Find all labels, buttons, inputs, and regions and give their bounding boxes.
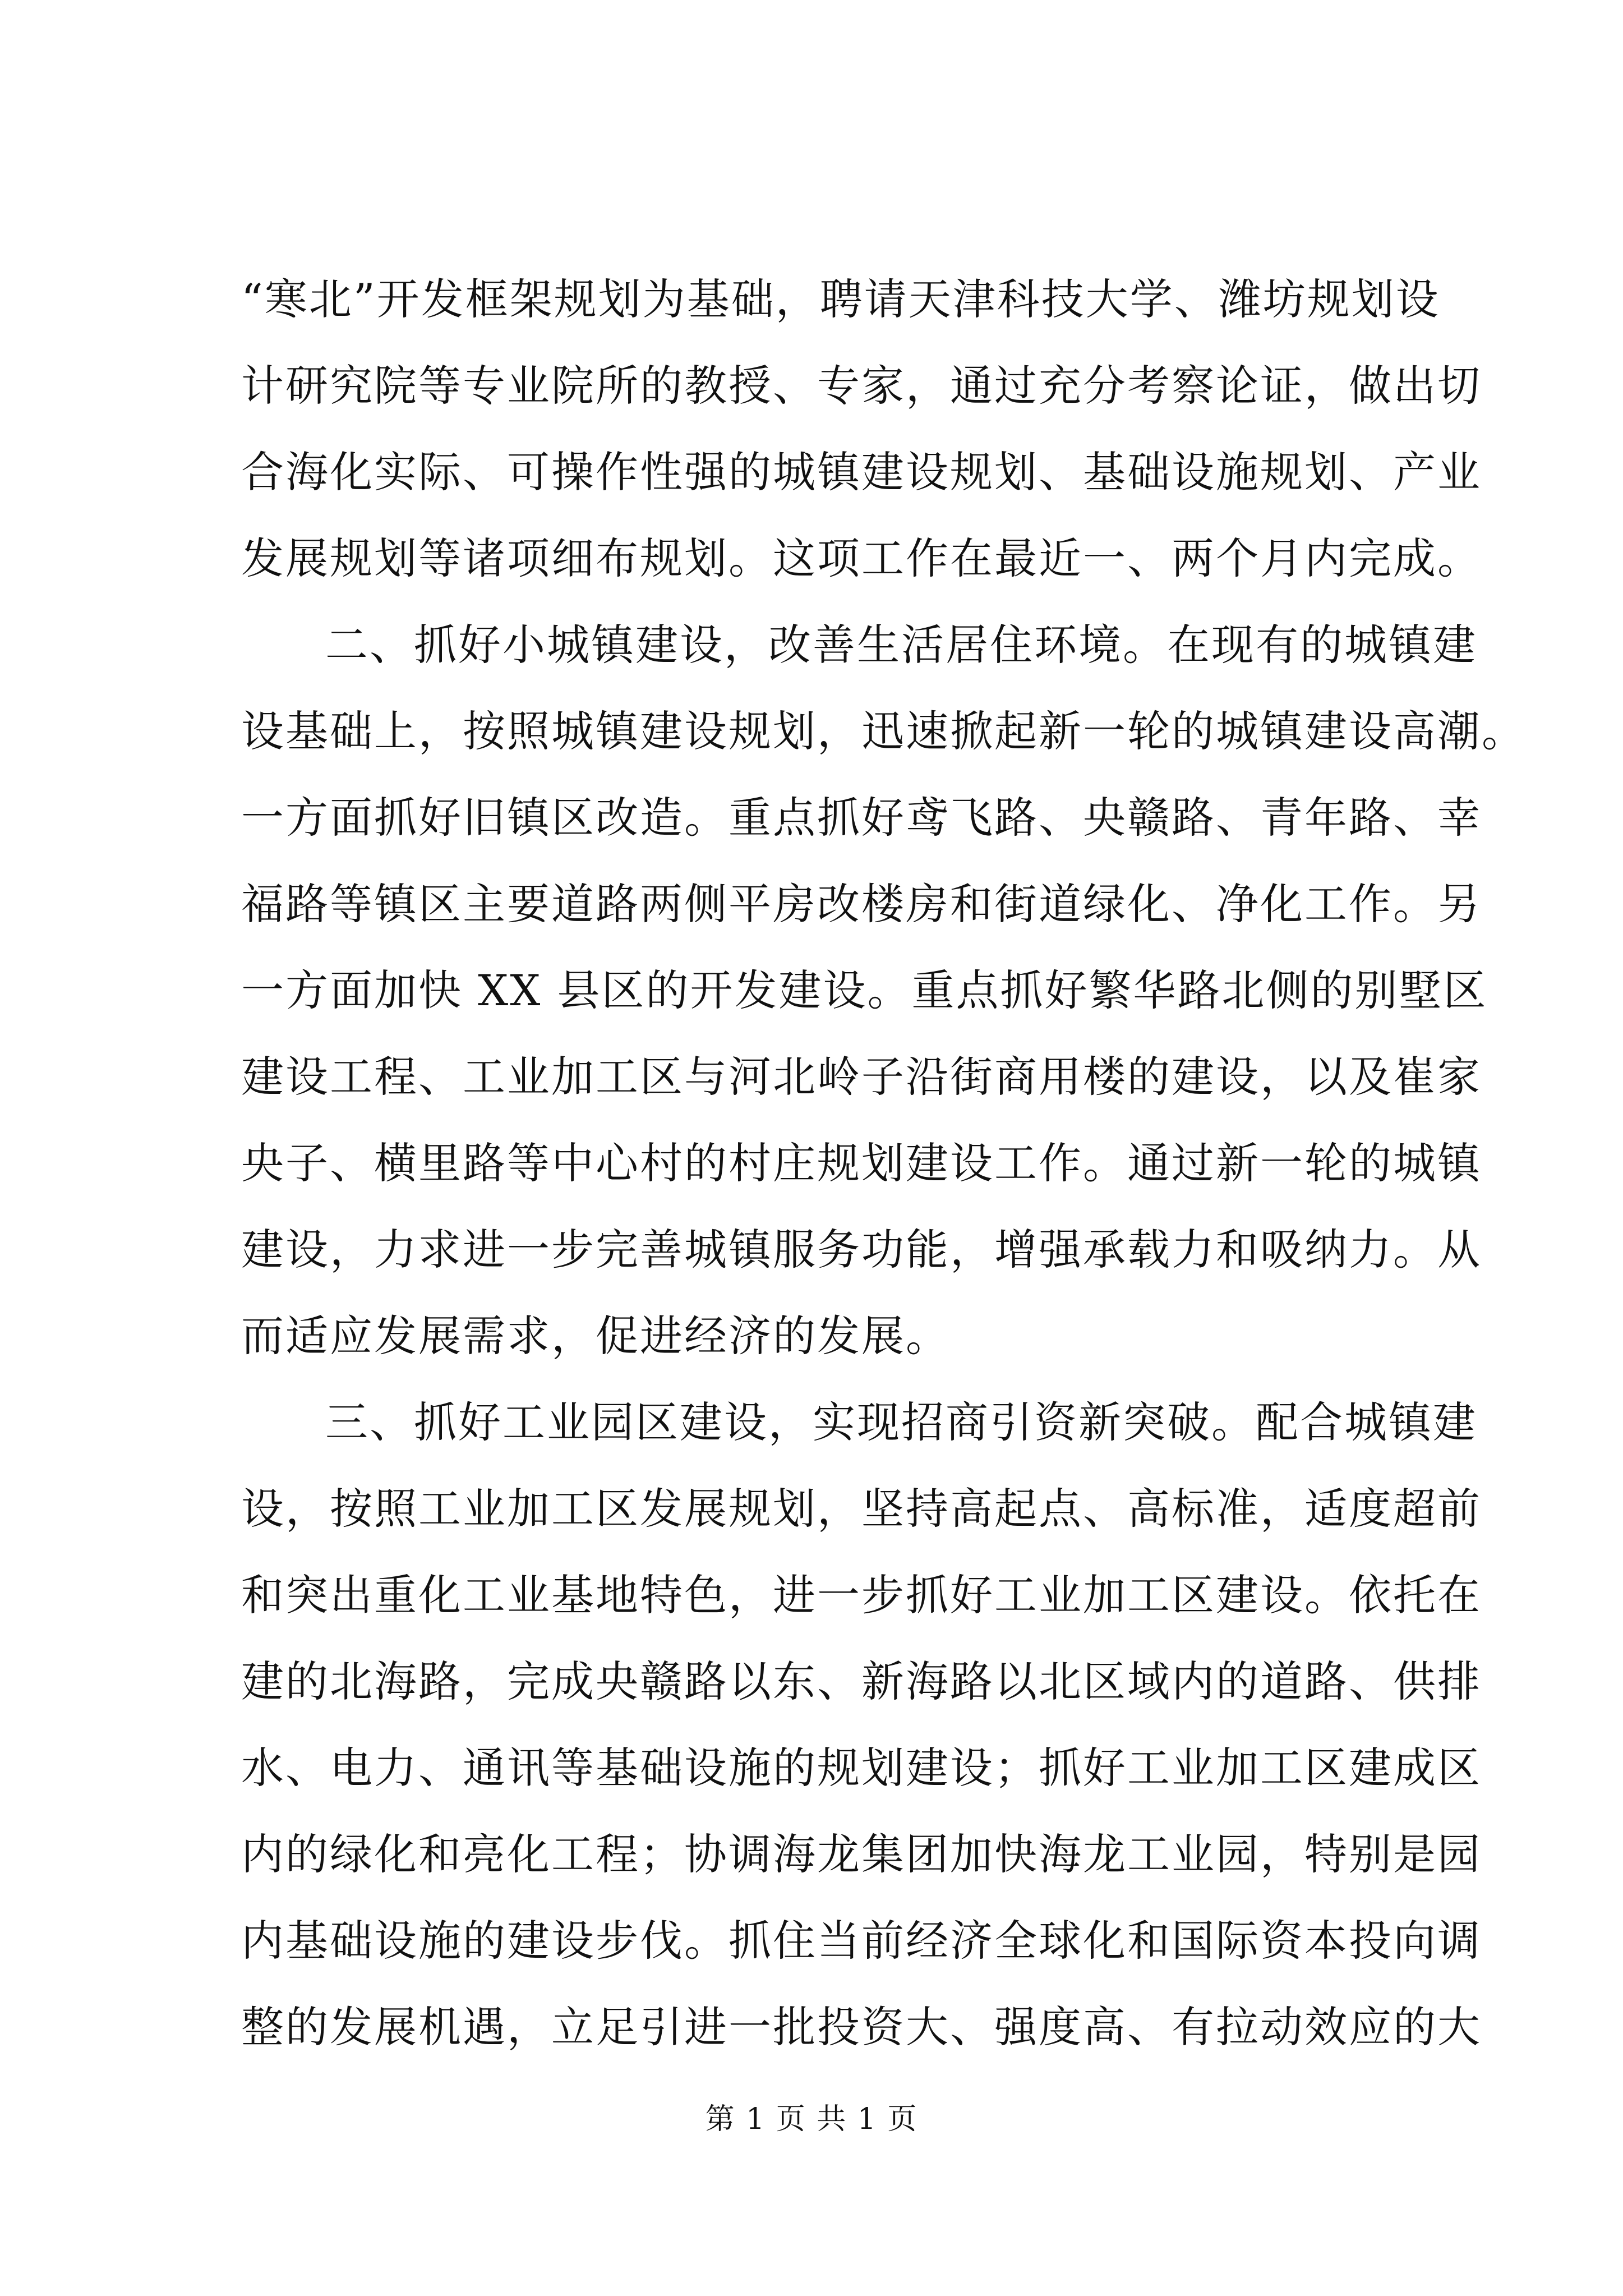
text-line: 而适应发展需求，促进经济的发展。	[241, 1311, 950, 1361]
text-line: 建设工程、工业加工区与河北岭子沿街商用楼的建设，以及崔家	[241, 1052, 1482, 1102]
text-line: 和突出重化工业基地特色，进一步抓好工业加工区建设。依托在	[241, 1570, 1482, 1620]
text-line: 设，按照工业加工区发展规划，坚持高起点、高标准，适度超前	[241, 1484, 1482, 1534]
page-footer: 第 1 页 共 1 页	[705, 2102, 918, 2136]
text-line: 水、电力、通讯等基础设施的规划建设；抓好工业加工区建成区	[241, 1743, 1482, 1793]
text-line: 发展规划等诸项细布规划。这项工作在最近一、两个月内完成。	[241, 533, 1482, 583]
text-line: 内基础设施的建设步伐。抓住当前经济全球化和国际资本投向调	[241, 1916, 1482, 1966]
text-line: 央子、横里路等中心村的村庄规划建设工作。通过新一轮的城镇	[241, 1138, 1482, 1188]
paragraph-start-line: 二、抓好小城镇建设，改善生活居住环境。在现有的城镇建	[325, 620, 1477, 670]
text-line: 整的发展机遇，立足引进一批投资大、强度高、有拉动效应的大	[241, 2002, 1482, 2052]
text-line: 建设，力求进一步完善城镇服务功能，增强承载力和吸纳力。从	[241, 1225, 1482, 1274]
text-line: 计研究院等专业院所的教授、专家，通过充分考察论证，做出切	[241, 361, 1482, 411]
text-line: 福路等镇区主要道路两侧平房改楼房和街道绿化、净化工作。另	[241, 879, 1482, 929]
text-line: 设基础上，按照城镇建设规划，迅速掀起新一轮的城镇建设高潮。	[241, 706, 1526, 756]
text-line: 一方面加快 XX 县区的开发建设。重点抓好繁华路北侧的别墅区	[241, 965, 1488, 1015]
text-line: 建的北海路，完成央赣路以东、新海路以北区域内的道路、供排	[241, 1657, 1482, 1706]
text-line: “寒北”开发框架规划为基础，聘请天津科技大学、潍坊规划设	[241, 274, 1440, 324]
text-line: 一方面抓好旧镇区改造。重点抓好鸢飞路、央赣路、青年路、幸	[241, 793, 1482, 843]
text-line: 合海化实际、可操作性强的城镇建设规划、基础设施规划、产业	[241, 447, 1482, 497]
paragraph-start-line: 三、抓好工业园区建设，实现招商引资新突破。配合城镇建	[325, 1397, 1477, 1447]
document-body	[241, 268, 1526, 2082]
text-line: 内的绿化和亮化工程；协调海龙集团加快海龙工业园，特别是园	[241, 1829, 1482, 1879]
